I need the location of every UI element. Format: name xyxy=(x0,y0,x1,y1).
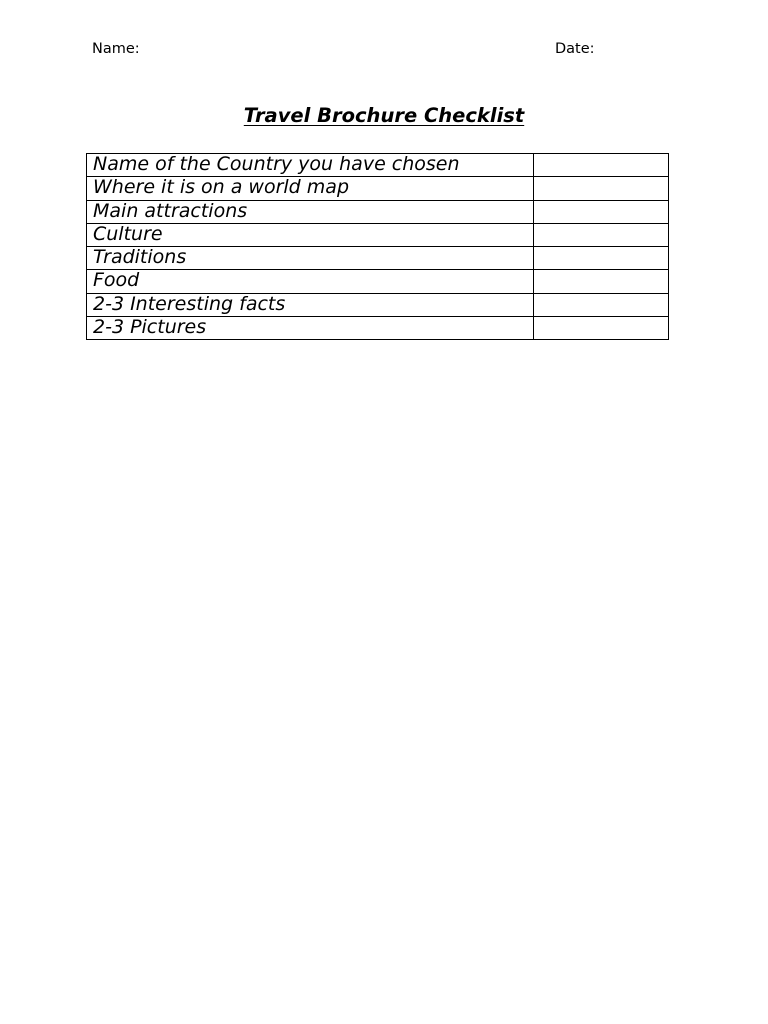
check-cell[interactable] xyxy=(534,200,669,223)
checklist-item: 2-3 Interesting facts xyxy=(87,293,534,316)
check-cell[interactable] xyxy=(534,316,669,339)
check-cell[interactable] xyxy=(534,223,669,246)
name-label: Name: xyxy=(92,41,140,57)
check-cell[interactable] xyxy=(534,247,669,270)
table-row xyxy=(87,247,669,270)
table-row xyxy=(87,316,669,339)
check-cell[interactable] xyxy=(534,177,669,200)
page-title: Travel Brochure Checklist xyxy=(243,104,525,127)
date-label: Date: xyxy=(555,41,595,57)
checklist-item: Traditions xyxy=(87,247,534,270)
table-row xyxy=(87,293,669,316)
table-row xyxy=(87,270,669,293)
checklist-item: Food xyxy=(87,270,534,293)
table-row xyxy=(87,223,669,246)
checklist-item: Culture xyxy=(87,223,534,246)
table-row xyxy=(87,154,669,177)
checklist-item: Main attractions xyxy=(87,200,534,223)
checklist-item: Where it is on a world map xyxy=(87,177,534,200)
check-cell[interactable] xyxy=(534,293,669,316)
checklist-item: Name of the Country you have chosen xyxy=(87,154,534,177)
header-fields xyxy=(0,41,768,61)
checklist-table xyxy=(86,153,669,340)
checklist-item: 2-3 Pictures xyxy=(87,316,534,339)
check-cell[interactable] xyxy=(534,270,669,293)
table-row xyxy=(87,177,669,200)
table-row xyxy=(87,200,669,223)
check-cell[interactable] xyxy=(534,154,669,177)
